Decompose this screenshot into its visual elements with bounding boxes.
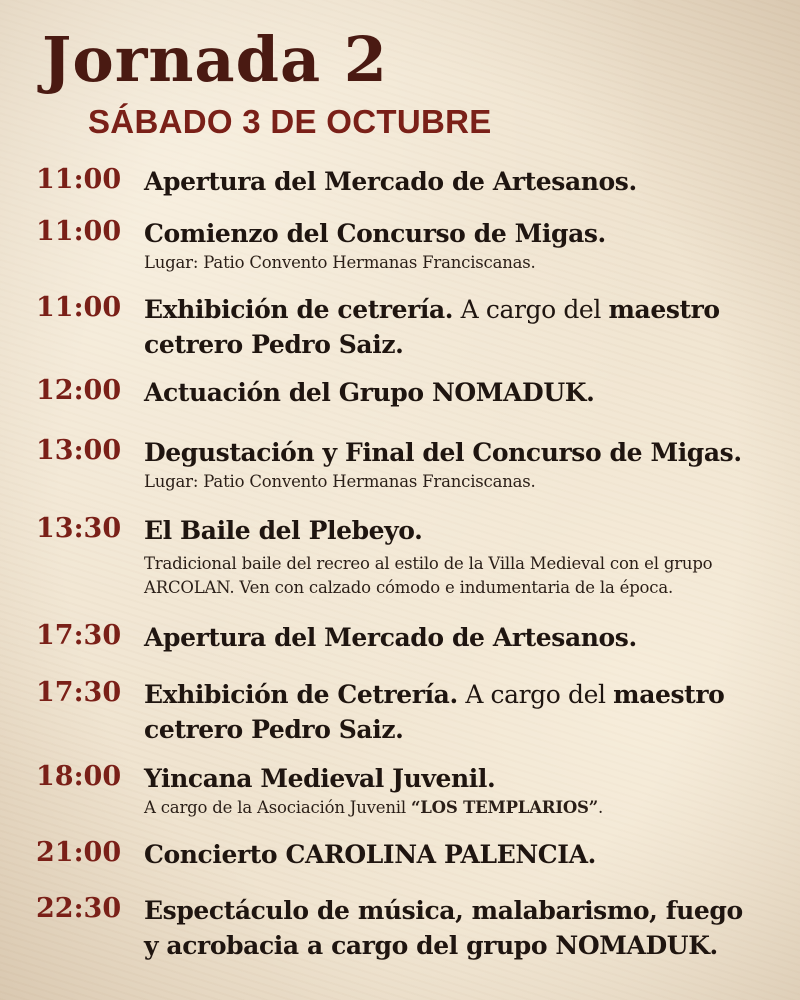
event-title: Apertura del Mercado de Artesanos. — [144, 167, 637, 196]
event-time: 21:00 — [36, 837, 122, 868]
event-note: A cargo de la Asociación Juvenil — [144, 798, 411, 817]
event-time: 22:30 — [36, 893, 122, 924]
event-time: 12:00 — [36, 375, 122, 406]
event-title-rest: A cargo del — [457, 680, 614, 709]
event-time: 13:00 — [36, 435, 122, 466]
event-note-bold: “LOS TEMPLARIOS” — [410, 798, 599, 817]
event-title: El Baile del Plebeyo. — [144, 516, 423, 545]
event-time: 17:30 — [36, 677, 122, 708]
event-note-line2: ARCOLAN. Ven con calzado cómodo e indumentaria de la época. — [144, 578, 674, 597]
event-time: 13:30 — [36, 513, 122, 544]
date-subtitle: SÁBADO 3 DE OCTUBRE — [88, 103, 492, 140]
event-title: Exhibición de Cetrería. — [144, 680, 458, 709]
event-time: 18:00 — [36, 761, 122, 792]
event-title: Exhibición de cetrería. — [144, 295, 454, 324]
event-time: 11:00 — [36, 216, 122, 247]
event-note: Lugar: Patio Convento Hermanas Franciscanas. — [144, 253, 536, 272]
event-title: Yincana Medieval Juvenil. — [144, 764, 496, 793]
event-title: Espectáculo de música, malabarismo, fuego — [144, 896, 743, 925]
event-time: 17:30 — [36, 620, 122, 651]
event-note-end: . — [598, 798, 604, 817]
page-title: Jornada 2 — [42, 23, 388, 96]
event-title-line2: cetrero Pedro Saiz. — [144, 715, 404, 744]
event-title: Comienzo del Concurso de Migas. — [144, 219, 606, 248]
event-title-line2: y acrobacia a cargo del grupo NOMADUK. — [144, 931, 718, 960]
event-title: Apertura del Mercado de Artesanos. — [144, 623, 637, 652]
event-title: Degustación y Final del Concurso de Migas. — [144, 438, 742, 467]
event-title-line2: cetrero Pedro Saiz. — [144, 330, 404, 359]
event-title-bold-end: maestro — [608, 295, 720, 324]
event-time: 11:00 — [36, 292, 122, 323]
event-title: Concierto CAROLINA PALENCIA. — [144, 840, 596, 869]
event-time: 11:00 — [36, 164, 122, 195]
event-title-bold-end: maestro — [613, 680, 725, 709]
event-title: Actuación del Grupo NOMADUK. — [144, 378, 595, 407]
event-note: Lugar: Patio Convento Hermanas Franciscanas. — [144, 472, 536, 491]
event-note: Tradicional baile del recreo al estilo de la Villa Medieval con el grupo — [144, 554, 713, 573]
event-title-rest: A cargo del — [453, 295, 609, 324]
